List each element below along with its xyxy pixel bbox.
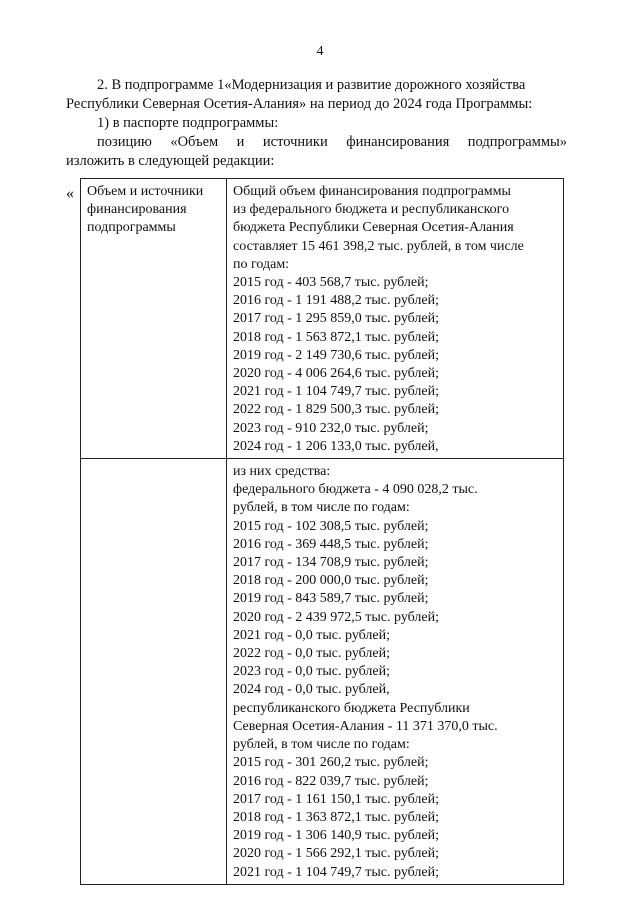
text-line: республиканского бюджета Республики	[233, 700, 470, 716]
sources-breakdown-cell	[227, 459, 564, 885]
text-line: 2022 год - 1 829 500,3 тыс. рублей;	[233, 402, 440, 418]
table-row	[81, 459, 564, 885]
text-line: 2015 год - 403 568,7 тыс. рублей;	[233, 275, 429, 291]
text-line: 2023 год - 910 232,0 тыс. рублей;	[233, 420, 429, 436]
text-line: из них средства:	[233, 464, 331, 480]
text-line: рублей, в том числе по годам:	[233, 500, 410, 516]
intro-line-3: 1) в паспорте подпрограммы:	[97, 115, 279, 131]
text-line: из федерального бюджета и республиканского	[233, 202, 510, 218]
text-line: 2021 год - 0,0 тыс. рублей;	[233, 627, 391, 643]
label-line: подпрограммы	[87, 220, 176, 236]
intro-line-5: изложить в следующей редакции:	[66, 153, 275, 169]
text-line: 2019 год - 1 306 140,9 тыс. рублей;	[233, 828, 440, 844]
text-line: рублей, в том числе по годам:	[233, 737, 410, 753]
text-line: 2024 год - 0,0 тыс. рублей,	[233, 682, 390, 698]
text-line: 2017 год - 134 708,9 тыс. рублей;	[233, 555, 429, 571]
total-financing-cell	[227, 179, 564, 459]
label-line: финансирования	[87, 202, 187, 218]
text-line: 2017 год - 1 295 859,0 тыс. рублей;	[233, 311, 440, 327]
text-line: 2016 год - 1 191 488,2 тыс. рублей;	[233, 293, 440, 309]
text-line: 2018 год - 200 000,0 тыс. рублей;	[233, 573, 429, 589]
text-line: составляет 15 461 398,2 тыс. рублей, в том числе	[233, 238, 524, 254]
text-line: 2020 год - 1 566 292,1 тыс. рублей;	[233, 846, 440, 862]
intro-line-1: 2. В подпрограмме 1«Модернизация и развитие дорожного хозяйства	[97, 77, 526, 93]
text-line: 2024 год - 1 206 133,0 тыс. рублей,	[233, 438, 439, 454]
text-line: 2021 год - 1 104 749,7 тыс. рублей;	[233, 384, 440, 400]
text-line: федерального бюджета - 4 090 028,2 тыс.	[233, 482, 478, 498]
text-line: по годам:	[233, 256, 290, 272]
text-line: 2020 год - 2 439 972,5 тыс. рублей;	[233, 609, 440, 625]
text-line: Общий объем финансирования подпрограммы	[233, 184, 511, 199]
table-row	[81, 179, 564, 459]
label-cell	[81, 179, 227, 459]
text-line: 2023 год - 0,0 тыс. рублей;	[233, 664, 391, 680]
intro-line-4: позицию «Объем и источники финансирования подпрограммы»	[97, 134, 567, 150]
text-line: 2020 год - 4 006 264,6 тыс. рублей;	[233, 366, 440, 382]
text-line: 2015 год - 301 260,2 тыс. рублей;	[233, 755, 429, 771]
text-line: Северная Осетия-Алания - 11 371 370,0 тыс.	[233, 718, 498, 734]
text-line: 2018 год - 1 363 872,1 тыс. рублей;	[233, 809, 440, 825]
intro-line-2: Республики Северная Осетия-Алания» на период до 2024 года Программы:	[66, 96, 533, 112]
passport-table	[80, 178, 564, 885]
text-line: 2015 год - 102 308,5 тыс. рублей;	[233, 518, 429, 534]
text-line: 2016 год - 822 039,7 тыс. рублей;	[233, 773, 429, 789]
text-line: 2019 год - 843 589,7 тыс. рублей;	[233, 591, 429, 607]
page-number: 4	[316, 44, 324, 59]
text-line: 2017 год - 1 161 150,1 тыс. рублей;	[233, 791, 440, 807]
empty-label-cell	[81, 459, 227, 885]
label-line: Объем и источники	[87, 184, 204, 199]
text-line: бюджета Республики Северная Осетия-Алания	[233, 220, 514, 236]
text-line: 2019 год - 2 149 730,6 тыс. рублей;	[233, 347, 440, 363]
text-line: 2021 год - 1 104 749,7 тыс. рублей;	[233, 864, 440, 880]
text-line: 2022 год - 0,0 тыс. рублей;	[233, 646, 391, 662]
opening-quote: «	[66, 185, 74, 202]
text-line: 2016 год - 369 448,5 тыс. рублей;	[233, 536, 429, 552]
text-line: 2018 год - 1 563 872,1 тыс. рублей;	[233, 329, 440, 345]
